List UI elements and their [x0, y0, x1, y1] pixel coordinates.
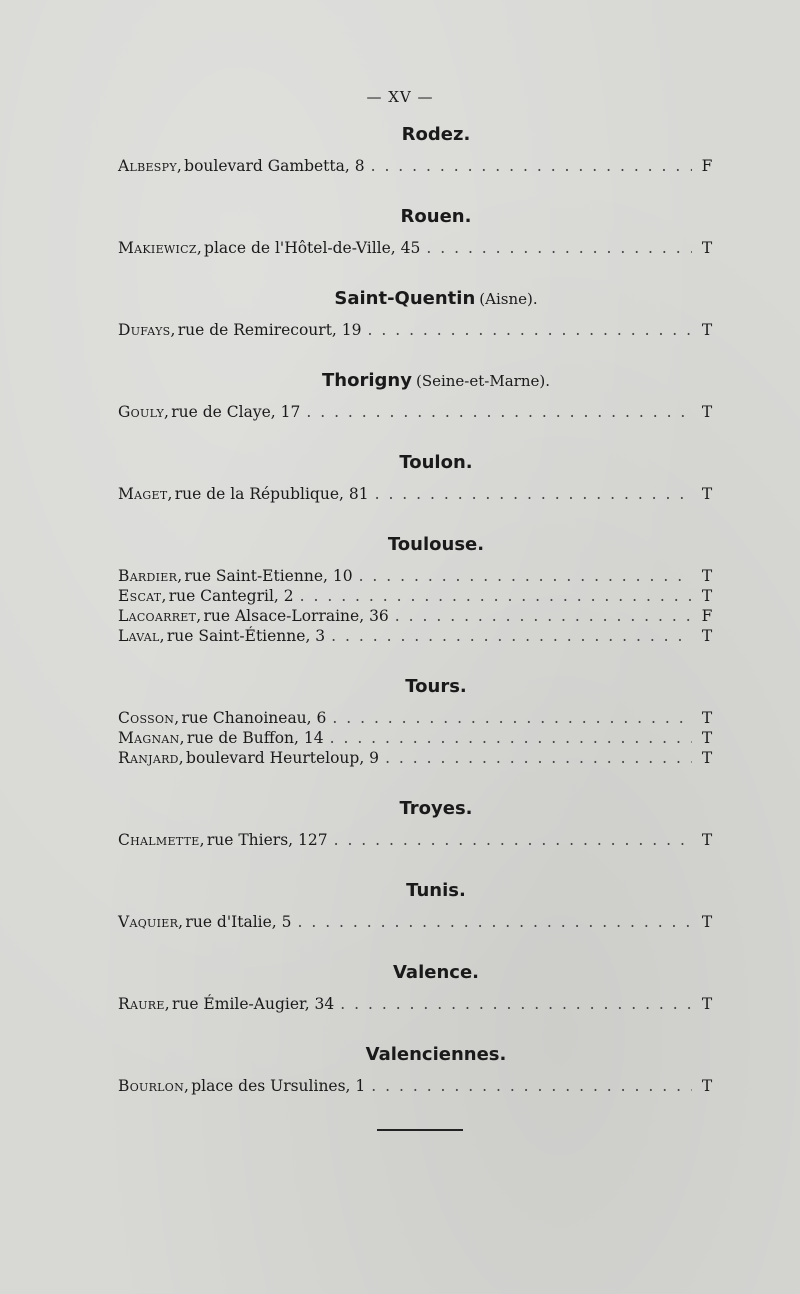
entry-code: T — [701, 709, 713, 727]
entry-address: rue Saint-Étienne, 3 — [166, 627, 326, 645]
city-section — [118, 448, 714, 530]
list-item — [118, 586, 714, 606]
dot-leader — [359, 566, 692, 586]
city-section — [118, 958, 714, 1040]
entry-address: boulevard Gambetta, 8 — [184, 157, 365, 175]
end-rule — [377, 1129, 463, 1131]
entry-address: rue de Claye, 17 — [171, 403, 301, 421]
city-heading — [118, 958, 714, 988]
entry-code: T — [701, 1077, 713, 1095]
entry-address: rue Émile-Augier, 34 — [171, 995, 335, 1013]
city-section — [118, 366, 714, 448]
entry-address: boulevard Heurteloup, 9 — [186, 749, 380, 767]
city-heading — [118, 120, 714, 150]
entry-code: T — [701, 831, 713, 849]
entry-list — [118, 994, 714, 1014]
entry-code: T — [701, 729, 713, 747]
entry-code: F — [701, 607, 713, 625]
entry-address: place des Ursulines, 1 — [191, 1077, 366, 1095]
city-heading — [118, 202, 714, 232]
city-heading — [118, 284, 714, 314]
dot-leader — [395, 606, 692, 626]
list-item — [118, 994, 714, 1014]
entry-name: Makiewicz, — [118, 239, 203, 257]
entry-list — [118, 912, 714, 932]
entry-name: Bardier, — [118, 567, 183, 585]
entry-address: rue de Buffon, 14 — [186, 729, 324, 747]
entry-code: T — [701, 995, 713, 1013]
city-section — [118, 530, 714, 672]
entry-list — [118, 830, 714, 850]
list-item — [118, 748, 714, 768]
city-section — [118, 202, 714, 284]
list-item — [118, 1076, 714, 1096]
entry-code: T — [701, 913, 713, 931]
entry-address: place de l'Hôtel-de-Ville, 45 — [204, 239, 421, 257]
entry-name: Laval, — [118, 627, 165, 645]
department-name: (Aisne). — [479, 290, 538, 308]
entry-address: rue Alsace-Lorraine, 36 — [203, 607, 389, 625]
entry-code: T — [701, 567, 713, 585]
city-name: Valenciennes. — [365, 1044, 507, 1065]
city-heading — [118, 530, 714, 560]
city-heading — [118, 448, 714, 478]
department-name: (Seine-et-Marne). — [415, 372, 550, 390]
entry-code: T — [701, 403, 713, 421]
dot-leader — [332, 708, 692, 728]
dot-leader — [375, 484, 692, 504]
entry-address: rue Thiers, 127 — [206, 831, 328, 849]
dot-leader — [371, 1076, 692, 1096]
entry-list — [118, 402, 714, 422]
city-heading — [118, 366, 714, 396]
dot-leader — [331, 626, 692, 646]
city-section — [118, 284, 714, 366]
entry-code: T — [701, 485, 713, 503]
entry-address: rue Chanoineau, 6 — [181, 709, 327, 727]
entry-address: rue de Remirecourt, 19 — [177, 321, 362, 339]
entry-address: rue d'Italie, 5 — [185, 913, 292, 931]
dot-leader — [334, 830, 692, 850]
entry-list — [118, 320, 714, 340]
entry-name: Escat, — [118, 587, 167, 605]
entry-name: Vaquier, — [118, 913, 184, 931]
list-item — [118, 238, 714, 258]
list-item — [118, 402, 714, 422]
city-section — [118, 672, 714, 794]
entry-name: Ranjard, — [118, 749, 185, 767]
directory-listing — [118, 120, 714, 1096]
dot-leader — [298, 912, 693, 932]
dot-leader — [385, 748, 692, 768]
list-item — [118, 708, 714, 728]
dot-leader — [426, 238, 692, 258]
list-item — [118, 626, 714, 646]
entry-code: T — [701, 321, 713, 339]
city-heading — [118, 672, 714, 702]
entry-code: F — [701, 157, 713, 175]
entry-code: T — [701, 239, 713, 257]
city-name: Thorigny — [322, 370, 412, 391]
entry-list — [118, 156, 714, 176]
city-name: Toulon. — [399, 452, 473, 473]
entry-name: Albespy, — [118, 157, 183, 175]
entry-name: Dufays, — [118, 321, 176, 339]
city-section — [118, 876, 714, 958]
entry-name: Lacoarret, — [118, 607, 202, 625]
list-item — [118, 484, 714, 504]
city-section — [118, 120, 714, 202]
entry-code: T — [701, 749, 713, 767]
list-item — [118, 830, 714, 850]
entry-list — [118, 1076, 714, 1096]
dot-leader — [368, 320, 692, 340]
city-heading — [118, 1040, 714, 1070]
entry-code: T — [701, 587, 713, 605]
city-heading — [118, 794, 714, 824]
city-name: Valence. — [392, 962, 479, 983]
city-heading — [118, 876, 714, 906]
city-name: Rodez. — [401, 124, 471, 145]
entry-name: Chalmette, — [118, 831, 205, 849]
city-name: Saint-Quentin — [334, 288, 476, 309]
entry-code: T — [701, 627, 713, 645]
city-name: Tunis. — [406, 880, 466, 901]
city-name: Rouen. — [400, 206, 472, 227]
entry-name: Maget, — [118, 485, 173, 503]
entry-list — [118, 238, 714, 258]
city-section — [118, 1040, 714, 1096]
entry-address: rue Cantegril, 2 — [168, 587, 294, 605]
entry-name: Gouly, — [118, 403, 170, 421]
page-number: — XV — — [366, 88, 434, 106]
city-name: Toulouse. — [387, 534, 485, 555]
city-section — [118, 794, 714, 876]
entry-name: Raure, — [118, 995, 170, 1013]
list-item — [118, 728, 714, 748]
list-item — [118, 566, 714, 586]
entry-list — [118, 484, 714, 504]
list-item — [118, 320, 714, 340]
dot-leader — [300, 586, 692, 606]
entry-name: Bourlon, — [118, 1077, 190, 1095]
dot-leader — [371, 156, 692, 176]
entry-name: Cosson, — [118, 709, 180, 727]
entry-name: Magnan, — [118, 729, 185, 747]
city-name: Troyes. — [399, 798, 473, 819]
list-item — [118, 156, 714, 176]
dot-leader — [340, 994, 692, 1014]
list-item — [118, 912, 714, 932]
entry-address: rue Saint-Etienne, 10 — [184, 567, 353, 585]
entry-address: rue de la République, 81 — [174, 485, 369, 503]
city-name: Tours. — [405, 676, 467, 697]
entry-list — [118, 566, 714, 646]
dot-leader — [306, 402, 692, 422]
dot-leader — [330, 728, 692, 748]
entry-list — [118, 708, 714, 768]
list-item — [118, 606, 714, 626]
